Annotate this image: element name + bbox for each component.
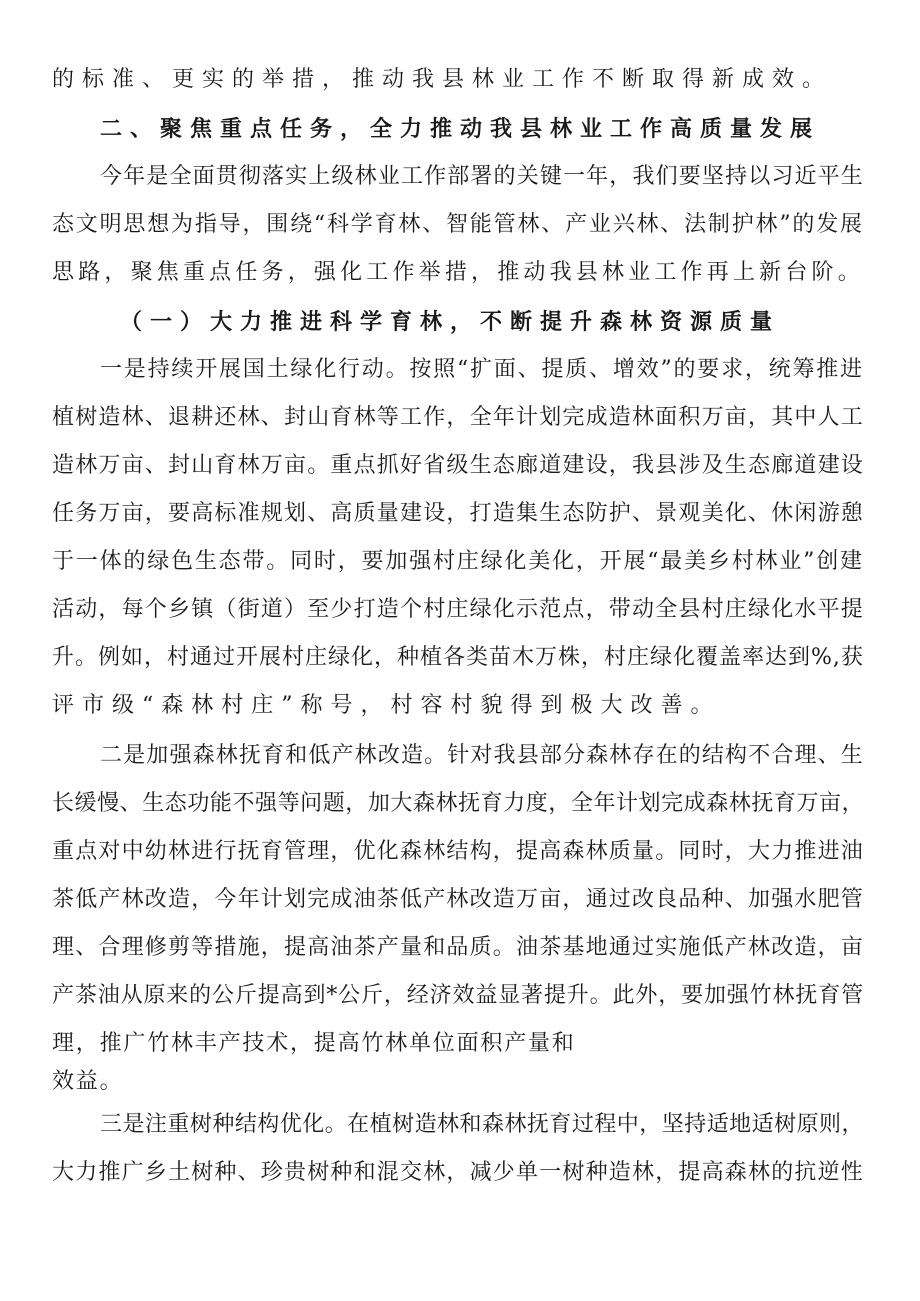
body-text-line: 任务万亩，要高标准规划、高质量建设，打造集生态防护、景观美化、休闲游憩: [52, 501, 865, 526]
body-text-line: 大力推广乡土树种、珍贵树种和混交林，减少单一树种造林，提高森林的抗逆性: [52, 1160, 865, 1185]
paragraph-first-line: 三是注重树种结构优化。在植树造林和森林抚育过程中，坚持适地适树原则，: [100, 1112, 864, 1137]
body-text-line: 效益。: [52, 1069, 124, 1094]
paragraph-first-line: 一是持续开展国土绿化行动。按照“扩面、提质、增效”的要求，统筹推进: [100, 357, 864, 382]
body-text-line: 的标准、更实的举措，推动我县林业工作不断取得新成效。: [52, 67, 833, 92]
body-text-line: 思路，聚焦重点任务，强化工作举措，推动我县林业工作再上新台阶。: [52, 260, 864, 285]
paragraph-first-line: 二是加强森林抚育和低产林改造。针对我县部分森林存在的结构不合理、生: [100, 743, 864, 768]
body-text-line: 植树造林、退耕还林、封山育林等工作，全年计划完成造林面积万亩，其中人工: [52, 405, 865, 430]
paragraph-first-line: 今年是全面贯彻落实上级林业工作部署的关键一年，我们要坚持以习近平生: [100, 164, 864, 189]
body-text-line: 升。例如，村通过开展村庄绿化，种植各类苗木万株，村庄绿化覆盖率达到%,获: [52, 645, 864, 670]
body-text-line: 产茶油从原来的公斤提高到*公斤，经济效益显著提升。此外，要加强竹林抚育管: [52, 983, 864, 1008]
body-text-line: 态文明思想为指导，围绕“科学育林、智能管林、产业兴林、法制护林”的发展: [52, 212, 864, 237]
subsection-heading: （一）大力推进科学育林，不断提升森林资源质量: [120, 310, 781, 335]
body-text-line: 评市级“森林村庄”称号，村容村貌得到极大改善。: [52, 693, 721, 718]
body-text-line: 活动，每个乡镇（街道）至少打造个村庄绿化示范点，带动全县村庄绿化水平提: [52, 597, 865, 622]
body-text-line: 造林万亩、封山育林万亩。重点抓好省级生态廊道建设，我县涉及生态廊道建设: [52, 453, 865, 478]
body-text-line: 长缓慢、生态功能不强等问题，加大森林抚育力度，全年计划完成森林抚育万亩，: [52, 791, 865, 816]
body-text-line: 理、合理修剪等措施，提高油茶产量和品质。油茶基地通过实施低产林改造，亩: [52, 935, 865, 960]
body-text-line: 茶低产林改造，今年计划完成油茶低产林改造万亩，通过改良品种、加强水肥管: [52, 887, 865, 912]
body-text-line: 理，推广竹林丰产技术，提高竹林单位面积产量和: [52, 1031, 576, 1056]
section-heading: 二、聚焦重点任务，全力推动我县林业工作高质量发展: [100, 117, 821, 142]
body-text-line: 重点对中幼林进行抚育管理，优化森林结构，提高森林质量。同时，大力推进油: [52, 839, 865, 864]
body-text-line: 于一体的绿色生态带。同时，要加强村庄绿化美化，开展“最美乡村林业”创建: [52, 549, 864, 574]
